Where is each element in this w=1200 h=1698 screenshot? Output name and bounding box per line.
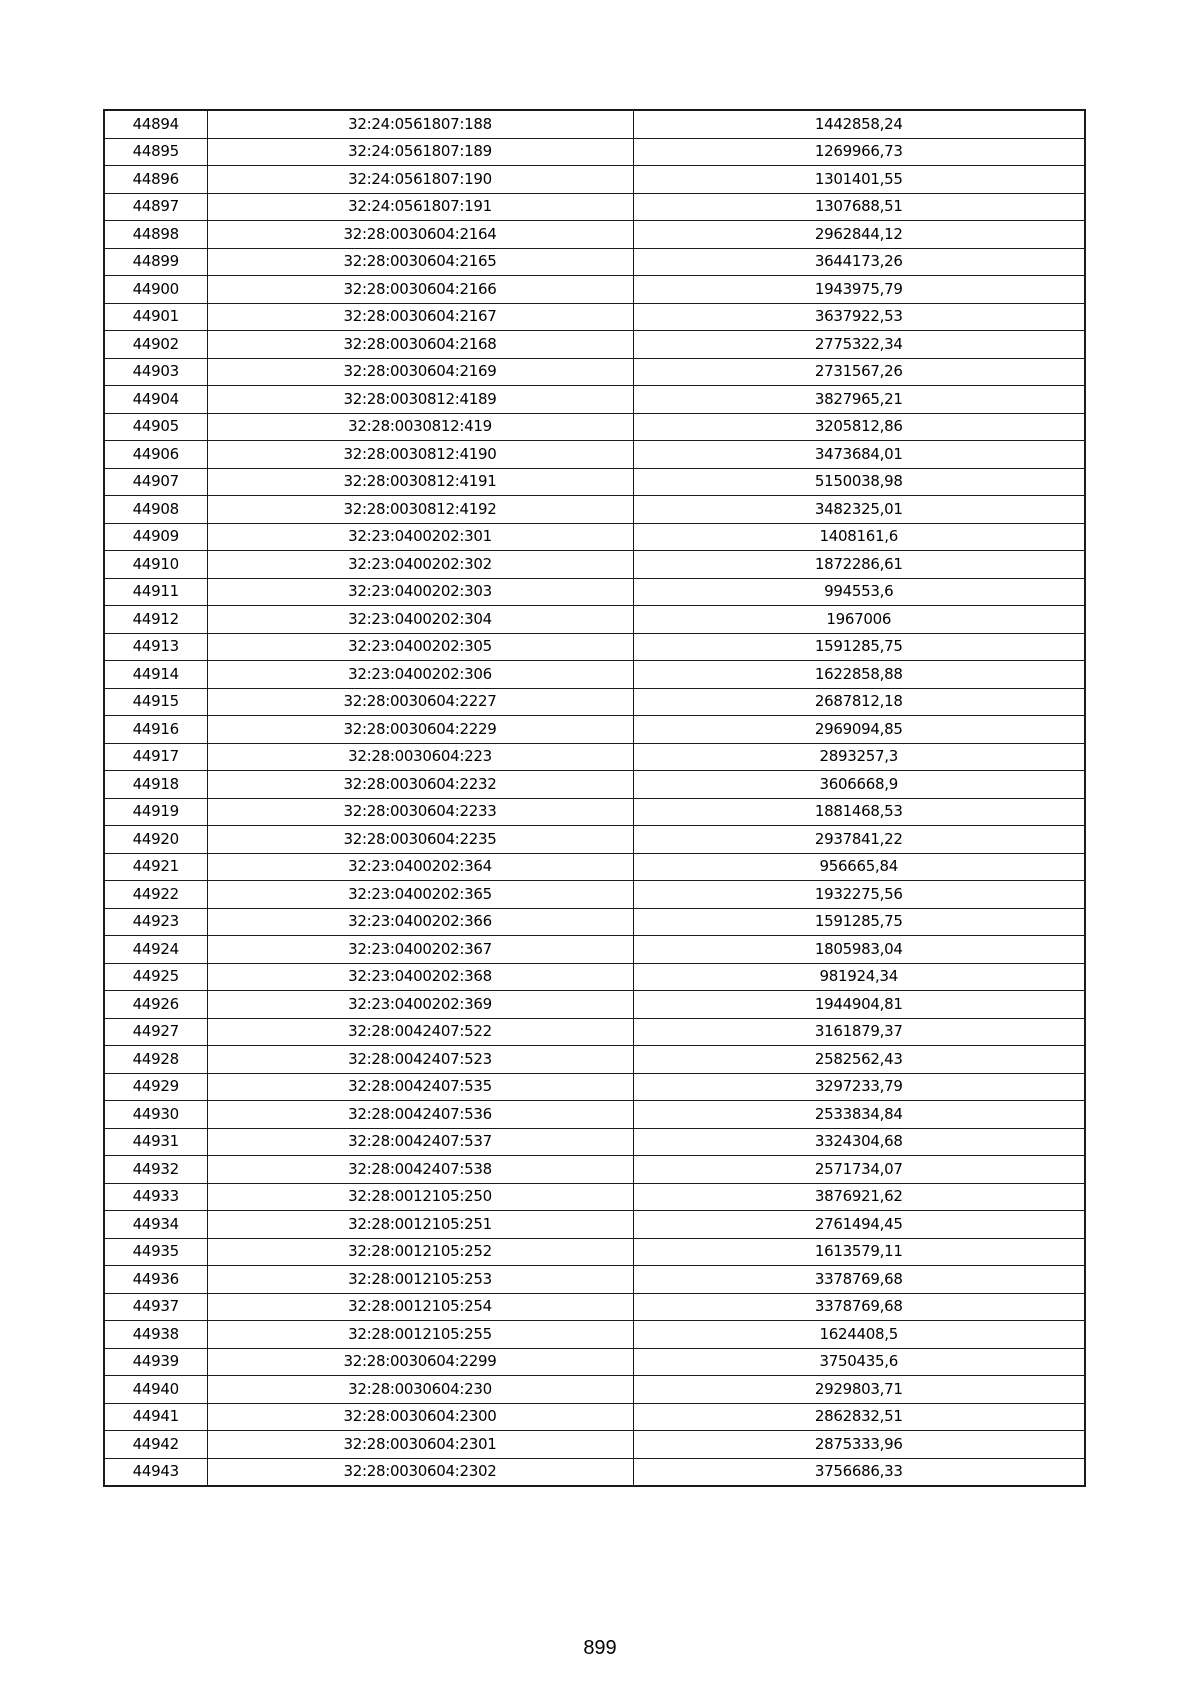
row-number-cell: 44908	[104, 496, 207, 524]
row-number-cell: 44938	[104, 1321, 207, 1349]
value-cell: 2582562,43	[633, 1046, 1085, 1074]
table-row	[104, 1266, 1085, 1294]
value-cell: 3378769,68	[633, 1266, 1085, 1294]
row-number-cell: 44903	[104, 358, 207, 386]
table-row	[104, 936, 1085, 964]
row-number-cell: 44901	[104, 303, 207, 331]
cadastral-number-cell: 32:28:0030604:2235	[207, 826, 633, 854]
value-cell: 2775322,34	[633, 331, 1085, 359]
value-cell: 1591285,75	[633, 908, 1085, 936]
value-cell: 1269966,73	[633, 138, 1085, 166]
table-row	[104, 1238, 1085, 1266]
cadastral-number-cell: 32:28:0030604:2301	[207, 1431, 633, 1459]
row-number-cell: 44928	[104, 1046, 207, 1074]
row-number-cell: 44934	[104, 1211, 207, 1239]
row-number-cell: 44895	[104, 138, 207, 166]
value-cell: 1613579,11	[633, 1238, 1085, 1266]
value-cell: 1301401,55	[633, 166, 1085, 194]
row-number-cell: 44914	[104, 661, 207, 689]
row-number-cell: 44898	[104, 221, 207, 249]
table-row	[104, 551, 1085, 579]
row-number-cell: 44912	[104, 606, 207, 634]
value-cell: 2962844,12	[633, 221, 1085, 249]
cadastral-number-cell: 32:28:0030604:223	[207, 743, 633, 771]
cadastral-number-cell: 32:24:0561807:190	[207, 166, 633, 194]
value-cell: 2893257,3	[633, 743, 1085, 771]
table-row	[104, 193, 1085, 221]
value-cell: 3750435,6	[633, 1348, 1085, 1376]
table-row	[104, 1376, 1085, 1404]
value-cell: 2533834,84	[633, 1101, 1085, 1129]
value-cell: 2571734,07	[633, 1156, 1085, 1184]
table-row	[104, 661, 1085, 689]
value-cell: 3606668,9	[633, 771, 1085, 799]
cadastral-number-cell: 32:28:0012105:253	[207, 1266, 633, 1294]
cadastral-number-cell: 32:28:0030604:2167	[207, 303, 633, 331]
cadastral-number-cell: 32:28:0012105:255	[207, 1321, 633, 1349]
row-number-cell: 44930	[104, 1101, 207, 1129]
row-number-cell: 44899	[104, 248, 207, 276]
table-row	[104, 1046, 1085, 1074]
row-number-cell: 44932	[104, 1156, 207, 1184]
cadastral-number-cell: 32:28:0012105:252	[207, 1238, 633, 1266]
row-number-cell: 44896	[104, 166, 207, 194]
cadastral-number-cell: 32:28:0030812:4192	[207, 496, 633, 524]
cadastral-number-cell: 32:28:0030604:2227	[207, 688, 633, 716]
value-cell: 2761494,45	[633, 1211, 1085, 1239]
cadastral-number-cell: 32:23:0400202:364	[207, 853, 633, 881]
value-cell: 3473684,01	[633, 441, 1085, 469]
value-cell: 2687812,18	[633, 688, 1085, 716]
cadastral-number-cell: 32:28:0042407:523	[207, 1046, 633, 1074]
cadastral-number-cell: 32:28:0030604:2169	[207, 358, 633, 386]
cadastral-number-cell: 32:28:0030604:2165	[207, 248, 633, 276]
table-row	[104, 413, 1085, 441]
table-row	[104, 1101, 1085, 1129]
value-cell: 2969094,85	[633, 716, 1085, 744]
cadastral-number-cell: 32:23:0400202:303	[207, 578, 633, 606]
row-number-cell: 44942	[104, 1431, 207, 1459]
table-row	[104, 1211, 1085, 1239]
row-number-cell: 44919	[104, 798, 207, 826]
cadastral-table	[103, 109, 1086, 1487]
value-cell: 3756686,33	[633, 1458, 1085, 1486]
table-row	[104, 138, 1085, 166]
value-cell: 1932275,56	[633, 881, 1085, 909]
table-row	[104, 441, 1085, 469]
value-cell: 3827965,21	[633, 386, 1085, 414]
cadastral-number-cell: 32:24:0561807:191	[207, 193, 633, 221]
row-number-cell: 44939	[104, 1348, 207, 1376]
row-number-cell: 44941	[104, 1403, 207, 1431]
value-cell: 2875333,96	[633, 1431, 1085, 1459]
value-cell: 956665,84	[633, 853, 1085, 881]
table-row	[104, 606, 1085, 634]
cadastral-number-cell: 32:23:0400202:305	[207, 633, 633, 661]
cadastral-number-cell: 32:28:0030604:2232	[207, 771, 633, 799]
value-cell: 3378769,68	[633, 1293, 1085, 1321]
table-row	[104, 1018, 1085, 1046]
cadastral-number-cell: 32:28:0042407:535	[207, 1073, 633, 1101]
row-number-cell: 44902	[104, 331, 207, 359]
table-row	[104, 221, 1085, 249]
value-cell: 1967006	[633, 606, 1085, 634]
value-cell: 1442858,24	[633, 110, 1085, 138]
row-number-cell: 44917	[104, 743, 207, 771]
cadastral-number-cell: 32:23:0400202:367	[207, 936, 633, 964]
value-cell: 3324304,68	[633, 1128, 1085, 1156]
value-cell: 1408161,6	[633, 523, 1085, 551]
value-cell: 1624408,5	[633, 1321, 1085, 1349]
value-cell: 3644173,26	[633, 248, 1085, 276]
row-number-cell: 44904	[104, 386, 207, 414]
table-row	[104, 1073, 1085, 1101]
value-cell: 3297233,79	[633, 1073, 1085, 1101]
row-number-cell: 44906	[104, 441, 207, 469]
table-row	[104, 963, 1085, 991]
value-cell: 3161879,37	[633, 1018, 1085, 1046]
row-number-cell: 44927	[104, 1018, 207, 1046]
cadastral-number-cell: 32:28:0030604:2166	[207, 276, 633, 304]
value-cell: 1307688,51	[633, 193, 1085, 221]
table-row	[104, 166, 1085, 194]
table-row	[104, 496, 1085, 524]
table-row	[104, 1128, 1085, 1156]
table-row	[104, 853, 1085, 881]
table-row	[104, 826, 1085, 854]
table-row	[104, 468, 1085, 496]
cadastral-number-cell: 32:28:0030812:4189	[207, 386, 633, 414]
row-number-cell: 44894	[104, 110, 207, 138]
table-row	[104, 1183, 1085, 1211]
row-number-cell: 44923	[104, 908, 207, 936]
cadastral-number-cell: 32:28:0012105:251	[207, 1211, 633, 1239]
value-cell: 1944904,81	[633, 991, 1085, 1019]
cadastral-number-cell: 32:28:0030812:4190	[207, 441, 633, 469]
table-row	[104, 331, 1085, 359]
table-row	[104, 881, 1085, 909]
row-number-cell: 44936	[104, 1266, 207, 1294]
table-row	[104, 358, 1085, 386]
table-row	[104, 248, 1085, 276]
table-row	[104, 1156, 1085, 1184]
table-row	[104, 578, 1085, 606]
row-number-cell: 44911	[104, 578, 207, 606]
row-number-cell: 44924	[104, 936, 207, 964]
value-cell: 1622858,88	[633, 661, 1085, 689]
row-number-cell: 44916	[104, 716, 207, 744]
table-row	[104, 743, 1085, 771]
row-number-cell: 44907	[104, 468, 207, 496]
cadastral-number-cell: 32:28:0030604:2164	[207, 221, 633, 249]
row-number-cell: 44935	[104, 1238, 207, 1266]
table-row	[104, 386, 1085, 414]
row-number-cell: 44937	[104, 1293, 207, 1321]
value-cell: 2862832,51	[633, 1403, 1085, 1431]
table-row	[104, 1348, 1085, 1376]
page-number: 899	[583, 1637, 617, 1659]
cadastral-number-cell: 32:28:0012105:254	[207, 1293, 633, 1321]
table-row	[104, 633, 1085, 661]
row-number-cell: 44900	[104, 276, 207, 304]
row-number-cell: 44909	[104, 523, 207, 551]
cadastral-number-cell: 32:28:0030604:2302	[207, 1458, 633, 1486]
cadastral-number-cell: 32:28:0030604:2229	[207, 716, 633, 744]
table-row	[104, 1321, 1085, 1349]
value-cell: 5150038,98	[633, 468, 1085, 496]
cadastral-number-cell: 32:23:0400202:304	[207, 606, 633, 634]
table-row	[104, 303, 1085, 331]
cadastral-number-cell: 32:28:0012105:250	[207, 1183, 633, 1211]
value-cell: 1872286,61	[633, 551, 1085, 579]
cadastral-number-cell: 32:23:0400202:302	[207, 551, 633, 579]
cadastral-number-cell: 32:28:0030604:2299	[207, 1348, 633, 1376]
row-number-cell: 44918	[104, 771, 207, 799]
cadastral-number-cell: 32:28:0030812:419	[207, 413, 633, 441]
value-cell: 3205812,86	[633, 413, 1085, 441]
value-cell: 1591285,75	[633, 633, 1085, 661]
cadastral-number-cell: 32:23:0400202:301	[207, 523, 633, 551]
table-row	[104, 771, 1085, 799]
cadastral-number-cell: 32:28:0030812:4191	[207, 468, 633, 496]
value-cell: 994553,6	[633, 578, 1085, 606]
table-row	[104, 1293, 1085, 1321]
value-cell: 981924,34	[633, 963, 1085, 991]
row-number-cell: 44931	[104, 1128, 207, 1156]
row-number-cell: 44925	[104, 963, 207, 991]
value-cell: 3876921,62	[633, 1183, 1085, 1211]
value-cell: 3637922,53	[633, 303, 1085, 331]
value-cell: 3482325,01	[633, 496, 1085, 524]
cadastral-number-cell: 32:24:0561807:189	[207, 138, 633, 166]
row-number-cell: 44905	[104, 413, 207, 441]
cadastral-number-cell: 32:28:0042407:538	[207, 1156, 633, 1184]
cadastral-number-cell: 32:23:0400202:365	[207, 881, 633, 909]
value-cell: 2937841,22	[633, 826, 1085, 854]
cadastral-number-cell: 32:23:0400202:306	[207, 661, 633, 689]
row-number-cell: 44921	[104, 853, 207, 881]
row-number-cell: 44897	[104, 193, 207, 221]
row-number-cell: 44926	[104, 991, 207, 1019]
cadastral-number-cell: 32:28:0030604:2300	[207, 1403, 633, 1431]
row-number-cell: 44915	[104, 688, 207, 716]
cadastral-number-cell: 32:28:0042407:536	[207, 1101, 633, 1129]
value-cell: 1881468,53	[633, 798, 1085, 826]
table-row	[104, 1431, 1085, 1459]
cadastral-number-cell: 32:23:0400202:368	[207, 963, 633, 991]
cadastral-number-cell: 32:23:0400202:369	[207, 991, 633, 1019]
table-row	[104, 523, 1085, 551]
row-number-cell: 44943	[104, 1458, 207, 1486]
row-number-cell: 44913	[104, 633, 207, 661]
value-cell: 2929803,71	[633, 1376, 1085, 1404]
table-row	[104, 1458, 1085, 1486]
row-number-cell: 44920	[104, 826, 207, 854]
row-number-cell: 44922	[104, 881, 207, 909]
row-number-cell: 44910	[104, 551, 207, 579]
table-row	[104, 798, 1085, 826]
table-row	[104, 110, 1085, 138]
cadastral-number-cell: 32:28:0042407:537	[207, 1128, 633, 1156]
table-body	[104, 110, 1085, 1486]
value-cell: 2731567,26	[633, 358, 1085, 386]
cadastral-number-cell: 32:24:0561807:188	[207, 110, 633, 138]
table-row	[104, 908, 1085, 936]
cadastral-number-cell: 32:23:0400202:366	[207, 908, 633, 936]
value-cell: 1805983,04	[633, 936, 1085, 964]
row-number-cell: 44940	[104, 1376, 207, 1404]
table-row	[104, 716, 1085, 744]
table-row	[104, 688, 1085, 716]
value-cell: 1943975,79	[633, 276, 1085, 304]
cadastral-number-cell: 32:28:0030604:2233	[207, 798, 633, 826]
row-number-cell: 44929	[104, 1073, 207, 1101]
cadastral-number-cell: 32:28:0030604:230	[207, 1376, 633, 1404]
cadastral-number-cell: 32:28:0030604:2168	[207, 331, 633, 359]
table-row	[104, 276, 1085, 304]
cadastral-number-cell: 32:28:0042407:522	[207, 1018, 633, 1046]
table-row	[104, 1403, 1085, 1431]
row-number-cell: 44933	[104, 1183, 207, 1211]
table-row	[104, 991, 1085, 1019]
